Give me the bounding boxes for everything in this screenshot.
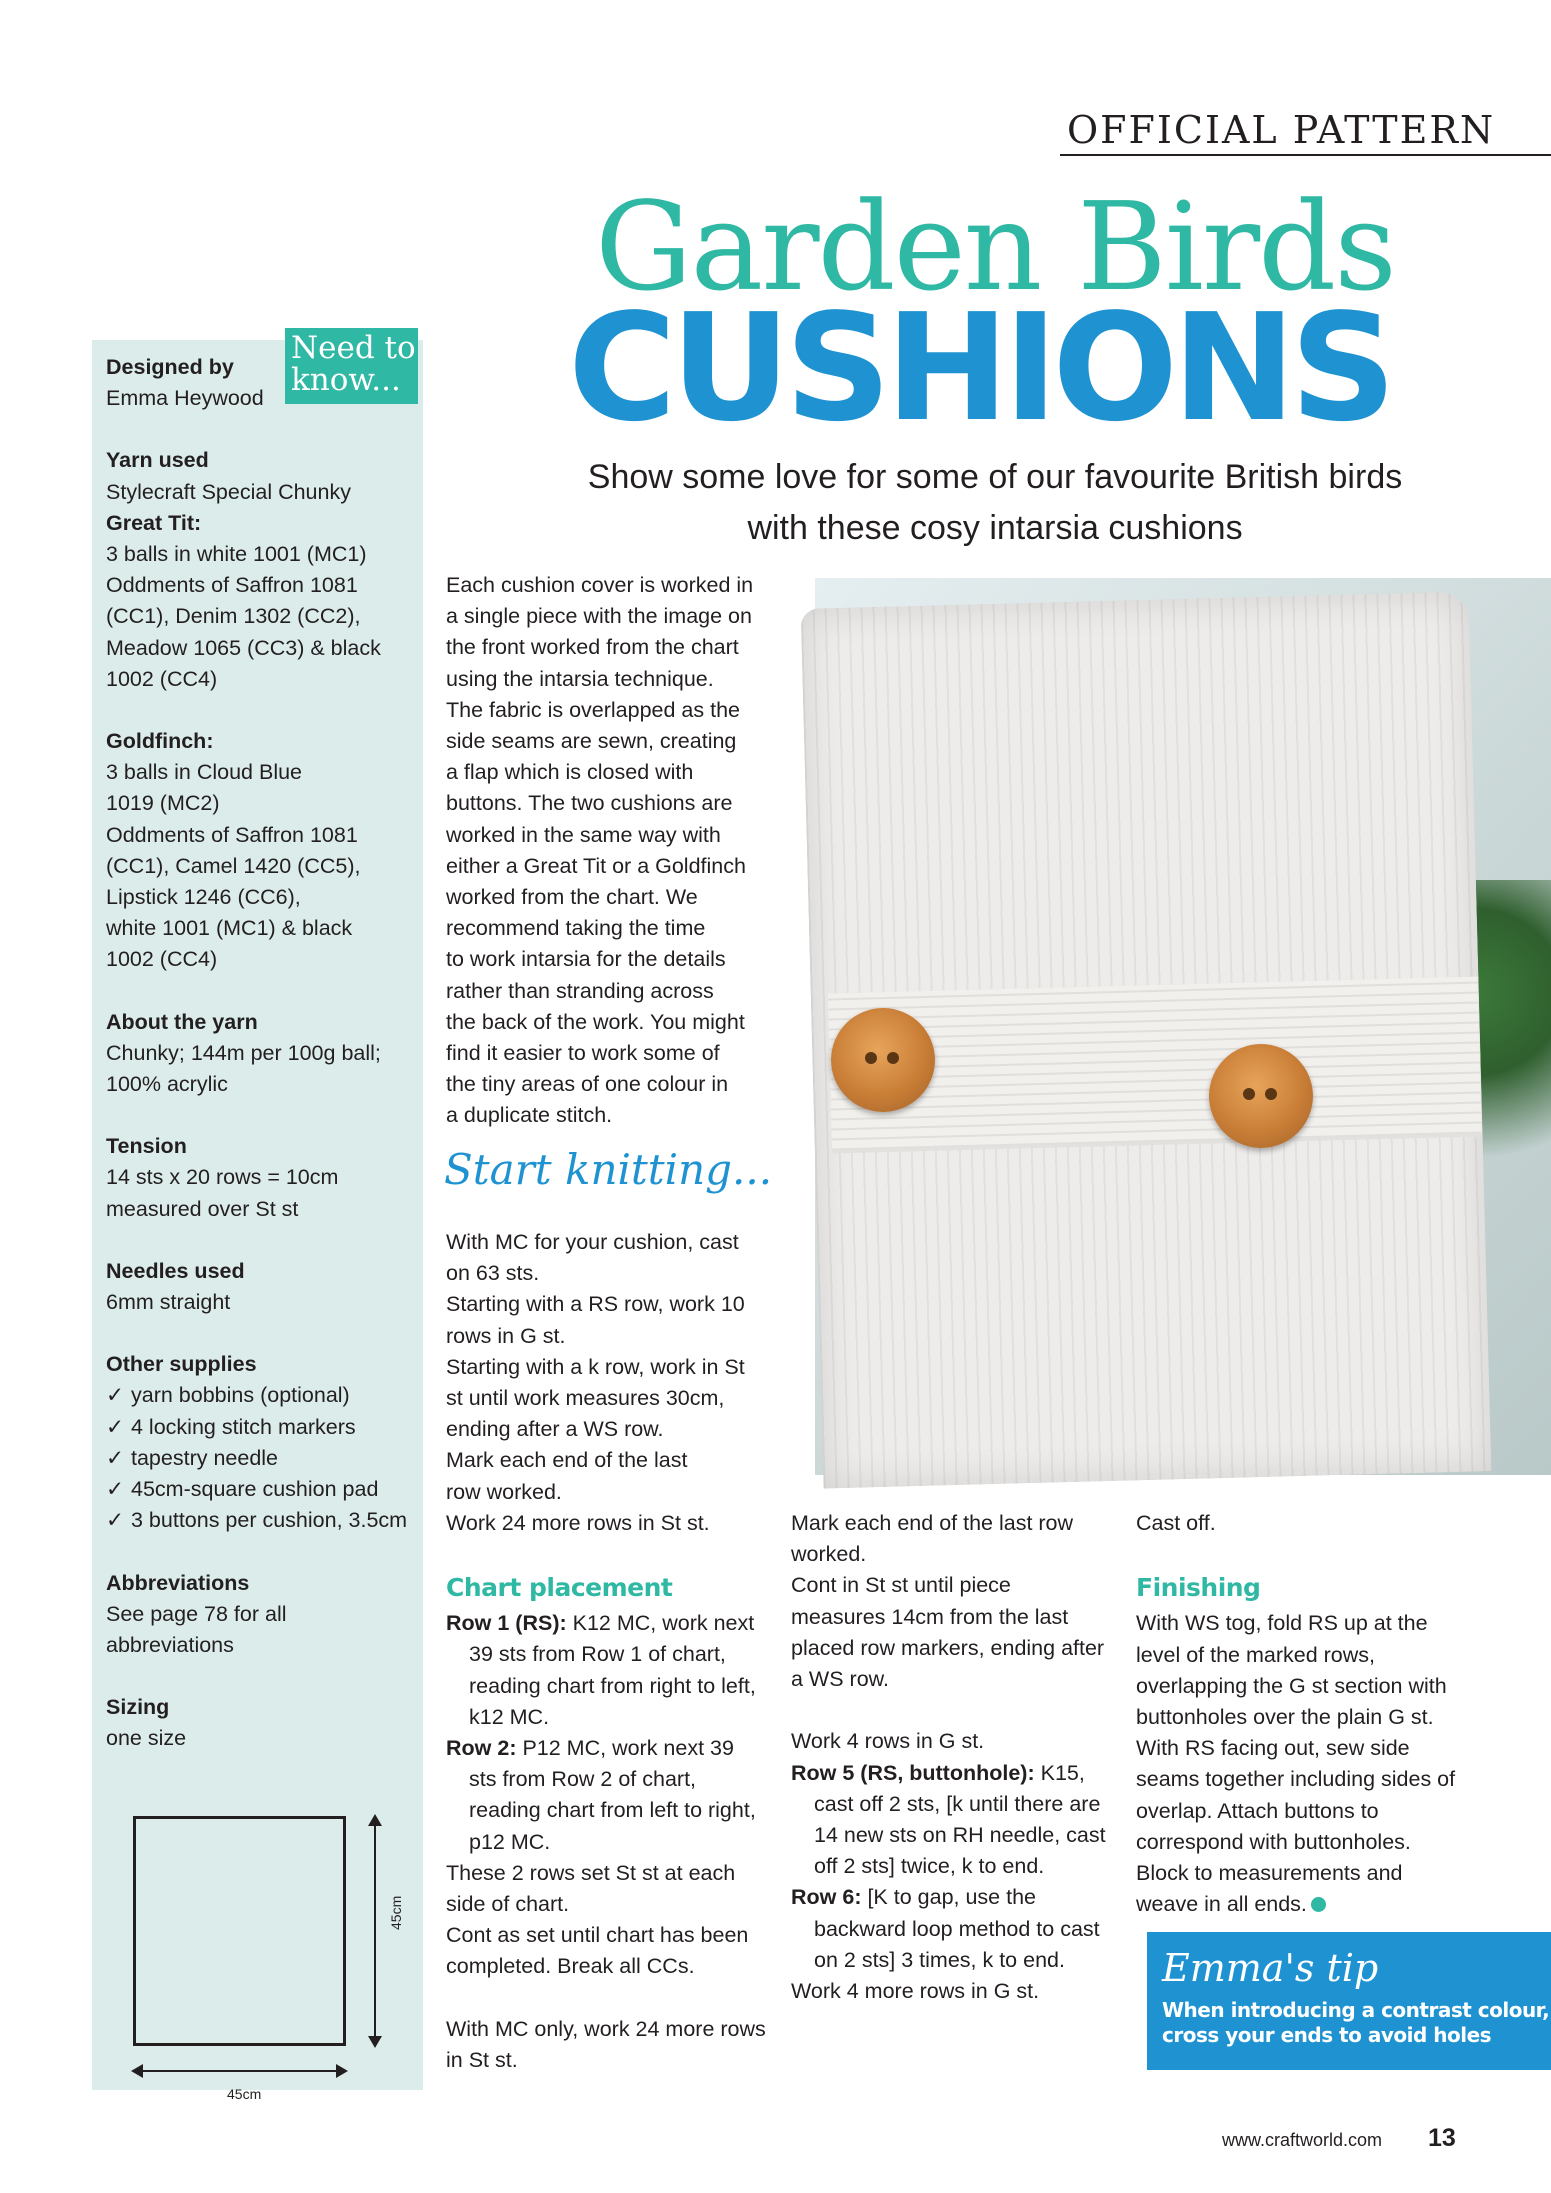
- great-tit-line: 3 balls in white 1001 (MC1): [106, 542, 367, 567]
- goldfinch-block: [106, 726, 423, 976]
- row-2-instruction: [446, 1733, 766, 1858]
- row-6-text: [K to gap, use the backward loop method to cast on 2 sts] 3 times, k to end.: [814, 1885, 1100, 1972]
- row-6-instruction: [791, 1882, 1111, 1976]
- intro-line: The fabric is overlapped as the: [446, 697, 740, 722]
- spacer: [446, 1539, 766, 1570]
- start-line: st until work measures 30cm,: [446, 1386, 725, 1411]
- designed-by-heading: Designed by: [106, 355, 234, 379]
- supply-item: [106, 1474, 423, 1505]
- about-yarn-line: 100% acrylic: [106, 1072, 228, 1097]
- supply-text: tapestry needle: [131, 1445, 279, 1470]
- work-4-more-text: Work 4 more rows in G st.: [791, 1979, 1040, 2004]
- tip-line-2: cross your ends to avoid holes: [1162, 2023, 1492, 2047]
- intro-line: find it easier to work some of: [446, 1041, 720, 1066]
- tension-heading: Tension: [106, 1134, 187, 1159]
- tension-line: measured over St st: [106, 1196, 299, 1221]
- tension-line: 14 sts x 20 rows = 10cm: [106, 1165, 339, 1190]
- subtitle-line-1: Show some love for some of our favourite British birds: [587, 458, 1403, 496]
- designer-name: Emma Heywood: [106, 386, 264, 411]
- great-tit-line: Meadow 1065 (CC3) & black: [106, 635, 381, 660]
- goldfinch-line: 1019 (MC2): [106, 791, 220, 816]
- intro-line: the back of the work. You might: [446, 1009, 745, 1034]
- column-3-instructions: [1136, 1508, 1456, 1920]
- spacer: [791, 1695, 1111, 1726]
- abbreviations-line: abbreviations: [106, 1632, 234, 1657]
- tip-line-1: When introducing a contrast colour,: [1162, 1998, 1550, 2022]
- badge-line-1: Need to: [291, 330, 416, 366]
- great-tit-line: 1002 (CC4): [106, 666, 218, 691]
- tension-block: [106, 1131, 423, 1225]
- supply-item: [106, 1380, 423, 1411]
- badge-line-2: know...: [291, 362, 401, 398]
- spacer: [1136, 1539, 1456, 1570]
- check-icon: ✓: [106, 1414, 125, 1439]
- great-tit-heading: Great Tit:: [106, 510, 202, 535]
- start-line: row worked.: [446, 1479, 562, 1504]
- other-supplies-heading: Other supplies: [106, 1352, 257, 1377]
- cushion-square-shape: [133, 1816, 346, 2046]
- chart-placement-heading: Chart placement: [446, 1573, 673, 1603]
- goldfinch-line: white 1001 (MC1) & black: [106, 916, 353, 941]
- emmas-tip-box: [1147, 1932, 1551, 2070]
- page-number: 13: [1428, 2124, 1456, 2152]
- spacer: [446, 1983, 766, 2014]
- other-supplies-block: [106, 1349, 423, 1536]
- start-line: Starting with a k row, work in St: [446, 1354, 745, 1379]
- goldfinch-line: Lipstick 1246 (CC6),: [106, 885, 301, 910]
- intro-line: a single piece with the image on: [446, 604, 752, 629]
- finishing-paragraph: [1136, 1608, 1456, 1920]
- finishing-text: With WS tog, fold RS up at the level of the marked rows, overlapping the G st section with buttonholes over the plain G st. With RS facing out, sew side seams together including sides of overlap. Attach buttons to correspond with buttonholes. Block to measurements and weave in all ends.: [1136, 1611, 1456, 1917]
- intro-line: rather than stranding across: [446, 978, 714, 1003]
- sizing-heading: Sizing: [106, 1695, 170, 1720]
- width-label: 45cm: [227, 2086, 262, 2102]
- height-arrow: [374, 1816, 376, 2046]
- about-yarn-block: [106, 1007, 423, 1101]
- section-tag: OFFICIAL PATTERN: [1067, 108, 1496, 152]
- intro-line: a flap which is closed with: [446, 760, 694, 785]
- intro-line: worked from the chart. We: [446, 885, 698, 910]
- supply-item: [106, 1505, 423, 1536]
- about-yarn-heading: About the yarn: [106, 1009, 258, 1034]
- goldfinch-heading: Goldfinch:: [106, 729, 214, 754]
- start-instructions: [446, 1227, 766, 2076]
- row-1-label: Row 1 (RS):: [446, 1611, 567, 1636]
- start-line: Mark each end of the last: [446, 1448, 688, 1473]
- width-arrow: [133, 2070, 346, 2072]
- check-icon: ✓: [106, 1383, 125, 1408]
- cast-off-text: Cast off.: [1136, 1511, 1216, 1535]
- intro-line: side seams are sewn, creating: [446, 729, 737, 754]
- supply-text: 4 locking stitch markers: [131, 1414, 356, 1439]
- mark-text: Mark each end of the last row worked.: [791, 1511, 1074, 1567]
- goldfinch-line: 3 balls in Cloud Blue: [106, 760, 303, 785]
- supply-text: yarn bobbins (optional): [131, 1383, 350, 1408]
- subtitle: [540, 452, 1450, 554]
- intro-line: worked in the same way with: [446, 822, 721, 847]
- rows-set-text: These 2 rows set St st at each side of chart.: [446, 1860, 736, 1917]
- intro-line: Each cushion cover is worked in: [446, 573, 754, 597]
- tip-heading: Emma's tip: [1162, 1946, 1379, 1990]
- needles-block: [106, 1256, 423, 1318]
- intro-line: the front worked from the chart: [446, 635, 739, 660]
- title-line-1: Garden Birds: [595, 176, 1395, 318]
- row-5-text: K15, cast off 2 sts, [k until there are 14 new sts on RH needle, cast off 2 sts] twice, k to end.: [814, 1760, 1106, 1879]
- intro-line: using the intarsia technique.: [446, 666, 714, 691]
- supply-item: [106, 1443, 423, 1474]
- row-1-instruction: [446, 1608, 766, 1733]
- size-diagram: [92, 1790, 423, 2102]
- row-5-label: Row 5 (RS, buttonhole):: [791, 1760, 1035, 1785]
- mc-only-text: With MC only, work 24 more rows in St st.: [446, 2016, 766, 2073]
- intro-text: [446, 570, 766, 1132]
- start-line: rows in G st.: [446, 1323, 566, 1348]
- need-to-know-badge: [285, 328, 418, 404]
- intro-line: the tiny areas of one colour in: [446, 1072, 729, 1097]
- yarn-used-heading: Yarn used: [106, 448, 209, 473]
- row-2-text: P12 MC, work next 39 sts from Row 2 of chart, reading chart from left to right, p12 MC.: [469, 1736, 756, 1854]
- abbreviations-line: See page 78 for all: [106, 1601, 287, 1626]
- yarn-used-block: [106, 445, 423, 695]
- sizing-block: [106, 1692, 423, 1754]
- cont-st-text: Cont in St st until piece measures 14cm from the last placed row markers, ending after a WS row.: [791, 1573, 1105, 1692]
- intro-line: to work intarsia for the details: [446, 947, 726, 972]
- title-line-2: CUSHIONS: [568, 282, 1391, 454]
- yarn-ball-icon: [1311, 1897, 1326, 1912]
- supply-text: 3 buttons per cushion, 3.5cm: [131, 1508, 408, 1533]
- row-1-text: K12 MC, work next 39 sts from Row 1 of chart, reading chart from right to left, k12 MC.: [469, 1611, 756, 1729]
- goldfinch-line: Oddments of Saffron 1081: [106, 822, 358, 847]
- row-6-label: Row 6:: [791, 1885, 862, 1910]
- abbreviations-block: [106, 1568, 423, 1662]
- finishing-heading: Finishing: [1136, 1573, 1261, 1603]
- start-line: With MC for your cushion, cast: [446, 1230, 739, 1254]
- intro-line: a duplicate stitch.: [446, 1103, 613, 1128]
- start-line: ending after a WS row.: [446, 1417, 664, 1442]
- supply-item: [106, 1412, 423, 1443]
- subtitle-line-2: with these cosy intarsia cushions: [747, 509, 1243, 547]
- check-icon: ✓: [106, 1508, 125, 1533]
- cont-text: Cont as set until chart has been completed. Break all CCs.: [446, 1923, 749, 1979]
- sizing-value: one size: [106, 1726, 187, 1751]
- intro-line: either a Great Tit or a Goldfinch: [446, 853, 746, 878]
- column-2-instructions: [791, 1508, 1111, 2007]
- great-tit-line: (CC1), Denim 1302 (CC2),: [106, 604, 361, 629]
- row-2-label: Row 2:: [446, 1736, 517, 1761]
- intro-line: buttons. The two cushions are: [446, 791, 733, 816]
- section-rule: [1060, 154, 1551, 156]
- start-knitting-heading: Start knitting...: [444, 1145, 773, 1194]
- needles-heading: Needles used: [106, 1258, 245, 1283]
- start-line: Work 24 more rows in St st.: [446, 1510, 710, 1535]
- work-4-rows-text: Work 4 rows in G st.: [791, 1729, 985, 1754]
- row-5-instruction: [791, 1758, 1111, 1883]
- about-yarn-line: Chunky; 144m per 100g ball;: [106, 1040, 381, 1065]
- goldfinch-line: 1002 (CC4): [106, 947, 218, 972]
- abbreviations-heading: Abbreviations: [106, 1570, 250, 1595]
- intro-line: recommend taking the time: [446, 916, 706, 941]
- footer-url: www.craftworld.com: [1222, 2130, 1383, 2150]
- start-line: Starting with a RS row, work 10: [446, 1292, 745, 1317]
- needles-value: 6mm straight: [106, 1290, 231, 1315]
- wooden-button-icon: [1209, 1044, 1313, 1148]
- check-icon: ✓: [106, 1477, 125, 1502]
- great-tit-line: Oddments of Saffron 1081: [106, 573, 358, 598]
- goldfinch-line: (CC1), Camel 1420 (CC5),: [106, 853, 361, 878]
- yarn-brand: Stylecraft Special Chunky: [106, 479, 351, 504]
- supply-text: 45cm-square cushion pad: [131, 1477, 379, 1502]
- wooden-button-icon: [831, 1008, 935, 1112]
- height-label: 45cm: [388, 1895, 404, 1930]
- start-line: on 63 sts.: [446, 1261, 540, 1286]
- check-icon: ✓: [106, 1445, 125, 1470]
